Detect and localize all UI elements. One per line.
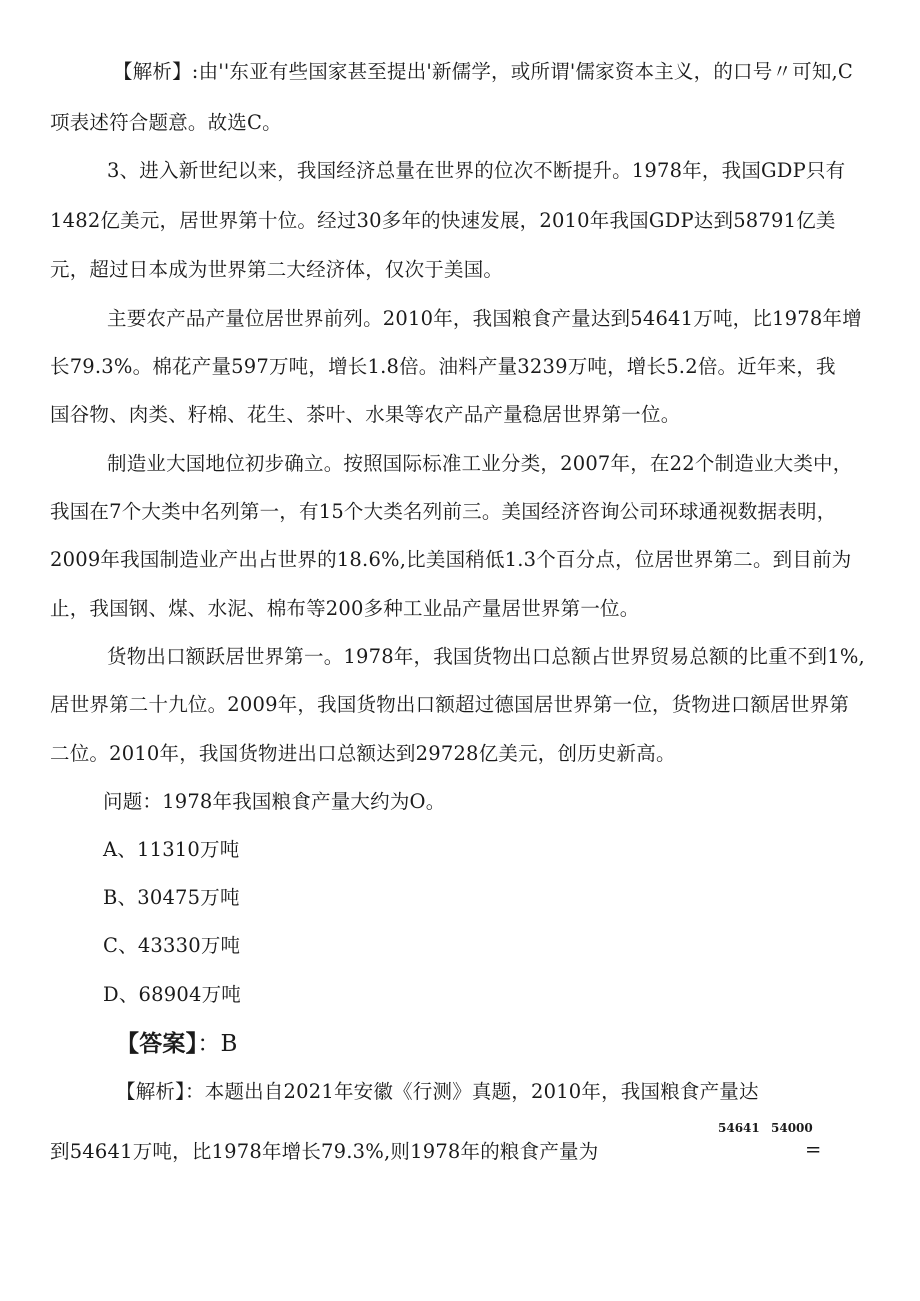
explanation-line-2: 到54641万吨，比1978年增长79.3%,则1978年的粮食产量为 [50, 1140, 599, 1163]
material-p3-line-3: 2009年我国制造业产出占世界的18.6%,比美国稍低1.3个百分点，位居世界第二。到目前为 [50, 548, 852, 571]
prev-explanation-line-1: 【解析】:由''东亚有些国家甚至提出'新儒学，或所谓'儒家资本主义，的口号〃可知,C [113, 60, 854, 83]
formula-number-1: 54641 [718, 1121, 760, 1135]
material-p1-line-1: 3、进入新世纪以来，我国经济总量在世界的位次不断提升。1978年，我国GDP只有 [107, 159, 846, 182]
question-stem: 问题：1978年我国粮食产量大约为O。 [103, 790, 446, 813]
material-p2-line-3: 国谷物、肉类、籽棉、花生、茶叶、水果等农产品产量稳居世界第一位。 [50, 403, 681, 426]
material-p4-line-1: 货物出口额跃居世界第一。1978年，我国货物出口总额占世界贸易总额的比重不到1%, [107, 645, 865, 668]
material-p1-line-3: 元，超过日本成为世界第二大经济体，仅次于美国。 [50, 258, 504, 281]
material-p2-line-1: 主要农产品产量位居世界前列。2010年，我国粮食产量达到54641万吨，比1978年增 [107, 307, 862, 330]
material-p3-line-1: 制造业大国地位初步确立。按照国际标准工业分类，2007年，在22个制造业大类中， [107, 452, 853, 475]
explanation-line-1: 【解析】：本题出自2021年安徽《行测》真题，2010年，我国粮食产量达 [116, 1080, 759, 1103]
option-d: D、68904万吨 [103, 983, 241, 1006]
option-b: B、30475万吨 [103, 886, 240, 909]
answer-label: 【答案】 [116, 1031, 198, 1057]
material-p3-line-4: 止，我国钢、煤、水泥、棉布等200多种工业品产量居世界第一位。 [50, 597, 640, 620]
formula-number-2: 54000 [771, 1121, 813, 1135]
material-p4-line-2: 居世界第二十九位。2009年，我国货物出口额超过德国居世界第一位，货物进口额居世界第 [50, 693, 850, 716]
answer-value: ：B [197, 1031, 238, 1057]
option-c: C、43330万吨 [103, 934, 241, 957]
material-p4-line-3: 二位。2010年，我国货物进出口总额达到29728亿美元，创历史新高。 [50, 742, 676, 765]
option-a: A、11310万吨 [103, 838, 240, 861]
material-p3-line-2: 我国在7个大类中名列第一，有15个大类名列前三。美国经济咨询公司环球通视数据表明， [50, 500, 837, 523]
prev-explanation-line-2: 项表述符合题意。故选C。 [50, 111, 282, 134]
answer-line [116, 1029, 238, 1059]
material-p2-line-2: 长79.3%。棉花产量597万吨，增长1.8倍。油料产量3239万吨，增长5.2倍。近年来，我 [50, 355, 836, 378]
material-p1-line-2: 1482亿美元，居世界第十位。经过30多年的快速发展，2010年我国GDP达到58791亿美 [50, 209, 836, 232]
formula-equals: = [805, 1138, 822, 1161]
